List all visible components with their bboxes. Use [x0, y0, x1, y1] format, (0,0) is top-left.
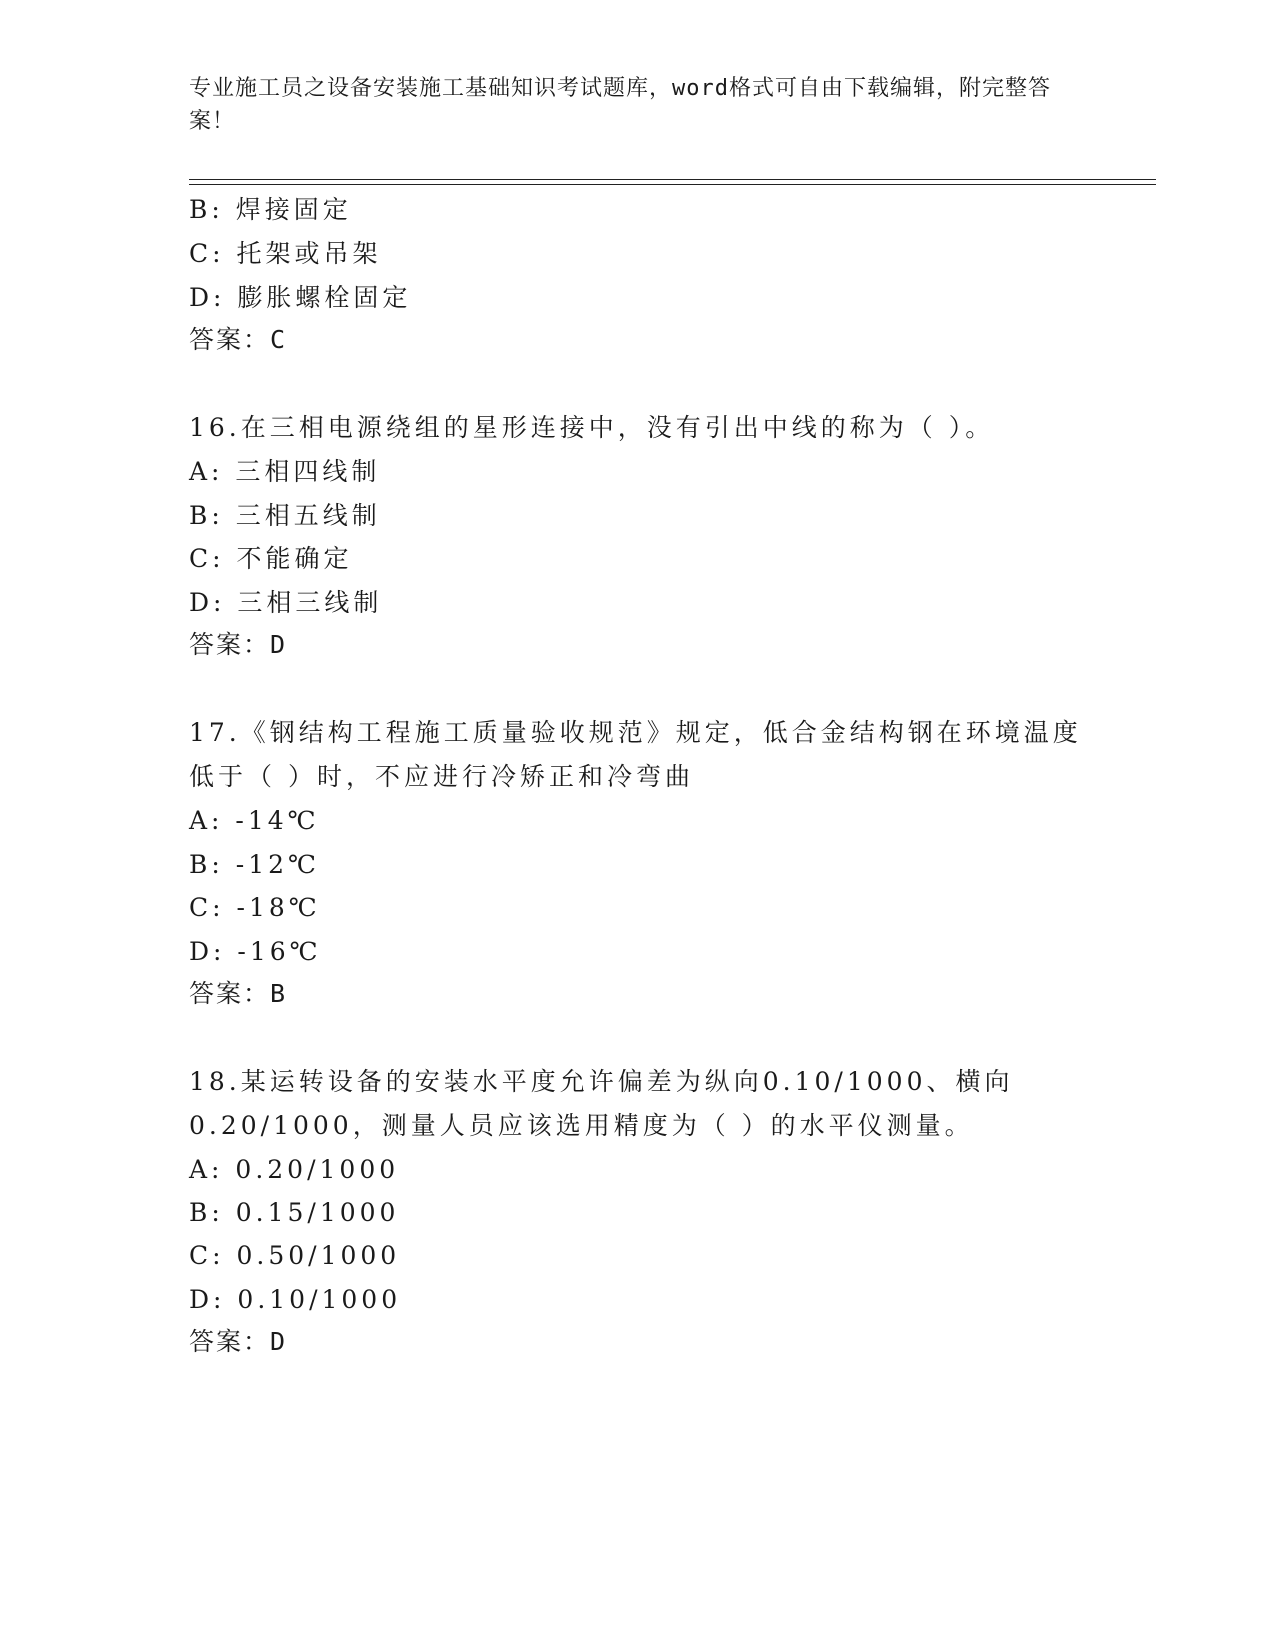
q16-option-d: D: 三相三线制: [189, 588, 383, 617]
q17-option-b: B: -12℃: [189, 850, 320, 879]
document-header: 专业施工员之设备安装施工基础知识考试题库，word格式可自由下载编辑，附完整答案！: [189, 76, 1051, 134]
q17-answer: 答案：B: [189, 979, 288, 1008]
q16-answer: 答案：D: [189, 630, 288, 659]
q18-stem-line1: 18.某运转设备的安装水平度允许偏差为纵向0.10/1000、横向: [189, 1067, 1014, 1096]
q17-option-d: D: -16℃: [189, 937, 322, 966]
header-rule-bottom: [189, 184, 1156, 185]
q17-option-a: A: -14℃: [189, 806, 320, 835]
q16-stem: 16.在三相电源绕组的星形连接中，没有引出中线的称为（ ）。: [189, 413, 995, 442]
q15-answer: 答案：C: [189, 325, 288, 354]
q18-option-b: B: 0.15/1000: [189, 1198, 400, 1227]
q16-option-c: C: 不能确定: [189, 544, 353, 573]
q15-option-d: D: 膨胀螺栓固定: [189, 283, 412, 312]
q18-answer: 答案：D: [189, 1327, 288, 1356]
q17-stem-line2: 低于（ ）时，不应进行冷矫正和冷弯曲: [189, 762, 694, 791]
q16-option-b: B: 三相五线制: [189, 501, 381, 530]
q16-option-a: A: 三相四线制: [189, 457, 381, 486]
q18-option-d: D: 0.10/1000: [189, 1285, 402, 1314]
header-rule-top: [189, 179, 1156, 180]
q17-option-c: C: -18℃: [189, 893, 321, 922]
q15-option-b: B: 焊接固定: [189, 195, 352, 224]
q18-stem-line2: 0.20/1000，测量人员应该选用精度为（ ）的水平仪测量。: [189, 1111, 974, 1140]
q18-option-a: A: 0.20/1000: [189, 1155, 400, 1184]
q15-option-c: C: 托架或吊架: [189, 239, 382, 268]
q17-stem-line1: 17.《钢结构工程施工质量验收规范》规定，低合金结构钢在环境温度: [189, 718, 1082, 747]
q18-option-c: C: 0.50/1000: [189, 1241, 401, 1270]
